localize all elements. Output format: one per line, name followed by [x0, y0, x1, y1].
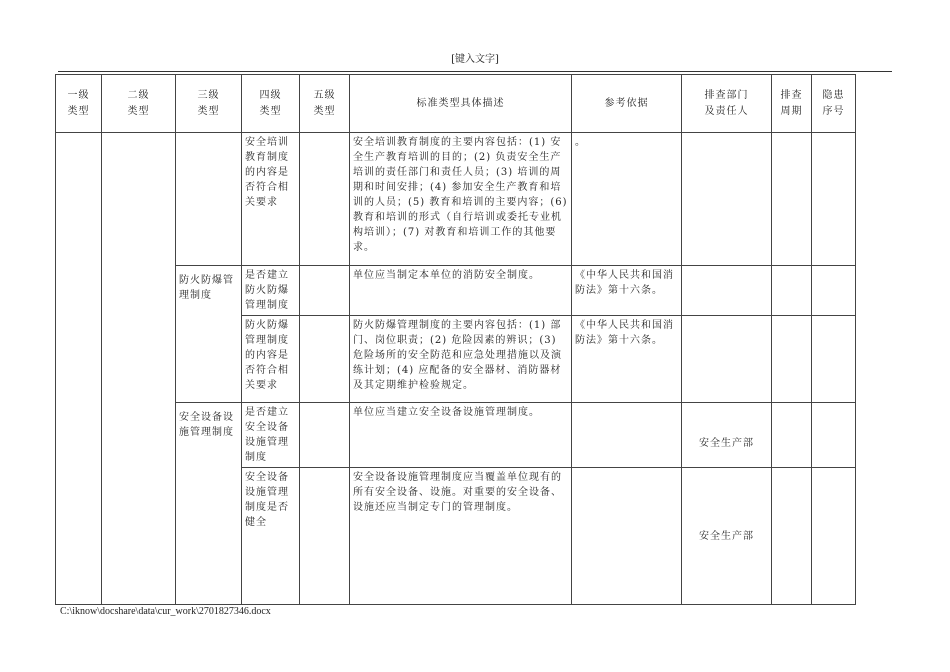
department-cell: 安全生产部	[682, 403, 772, 468]
hazard-no-cell	[812, 133, 856, 266]
level4-cell: 防火防爆管理制度的内容是否符合相关要求	[242, 316, 300, 403]
header-level5: 五级 类型	[300, 75, 350, 133]
page-header: [键入文字]	[451, 54, 499, 65]
hazard-no-cell	[812, 266, 856, 316]
description-cell: 安全培训教育制度的主要内容包括：(1) 安全生产教育培训的目的；(2) 负责安全生产培训的责任部门和责任人员；(3) 培训的周期和时间安排；(4) 参加安全生产教育和培训的人员；(5) 教育和培训的主要内容；(6) 教育和培训的形式（自行培训或委托专业机构培训）；(7) 对教育和培训工作的其他要求。	[350, 133, 572, 266]
level5-cell	[300, 316, 350, 403]
page-footer-path: C:\iknow\docshare\data\cur_work\2701827346.docx	[60, 606, 271, 617]
header-cycle: 排查 周期	[772, 75, 812, 133]
cycle-cell	[772, 403, 812, 468]
table-row	[56, 266, 856, 316]
table-header-row	[56, 75, 856, 133]
hazard-no-cell	[812, 316, 856, 403]
department-cell: 安全生产部	[682, 468, 772, 605]
hazard-no-cell	[812, 403, 856, 468]
level4-cell: 安全培训教育制度的内容是否符合相关要求	[242, 133, 300, 266]
level3-cell: 安全设备设施管理制度	[176, 403, 242, 605]
hazard-no-cell	[812, 468, 856, 605]
reference-cell: 。	[572, 133, 682, 266]
department-cell	[682, 316, 772, 403]
header-level3: 三级 类型	[176, 75, 242, 133]
level5-cell	[300, 468, 350, 605]
reference-cell: 《中华人民共和国消防法》第十六条。	[572, 266, 682, 316]
description-cell: 单位应当制定本单位的消防安全制度。	[350, 266, 572, 316]
header-rule	[58, 71, 892, 72]
department-cell	[682, 266, 772, 316]
cycle-cell	[772, 133, 812, 266]
level1-cell	[56, 133, 102, 605]
description-cell: 防火防爆管理制度的主要内容包括：(1) 部门、岗位职责；(2) 危险因素的辨识；(3) 危险场所的安全防范和应急处理措施以及演练计划；(4) 应配备的安全器材、消防器材及其定期维护检验规定。	[350, 316, 572, 403]
level3-cell	[176, 133, 242, 266]
hazard-standard-table	[55, 74, 856, 605]
description-cell: 安全设备设施管理制度应当覆盖单位现有的所有安全设备、设施。对重要的安全设备、设施还应当制定专门的管理制度。	[350, 468, 572, 605]
level5-cell	[300, 133, 350, 266]
cycle-cell	[772, 468, 812, 605]
level3-cell: 防火防爆管理制度	[176, 266, 242, 403]
header-reference: 参考依据	[572, 75, 682, 133]
reference-cell	[572, 468, 682, 605]
cycle-cell	[772, 316, 812, 403]
header-level1: 一级 类型	[56, 75, 102, 133]
level4-cell: 是否建立防火防爆管理制度	[242, 266, 300, 316]
header-department: 排查部门 及责任人	[682, 75, 772, 133]
level4-cell: 是否建立安全设备设施管理制度	[242, 403, 300, 468]
level5-cell	[300, 403, 350, 468]
reference-cell: 《中华人民共和国消防法》第十六条。	[572, 316, 682, 403]
level2-cell	[102, 133, 176, 605]
header-description: 标准类型具体描述	[350, 75, 572, 133]
department-cell	[682, 133, 772, 266]
header-level2: 二级 类型	[102, 75, 176, 133]
reference-cell	[572, 403, 682, 468]
table-row	[56, 133, 856, 266]
table-row	[56, 403, 856, 468]
level5-cell	[300, 266, 350, 316]
description-cell: 单位应当建立安全设备设施管理制度。	[350, 403, 572, 468]
level4-cell: 安全设备设施管理制度是否健全	[242, 468, 300, 605]
header-level4: 四级 类型	[242, 75, 300, 133]
header-hazard-no: 隐患 序号	[812, 75, 856, 133]
cycle-cell	[772, 266, 812, 316]
